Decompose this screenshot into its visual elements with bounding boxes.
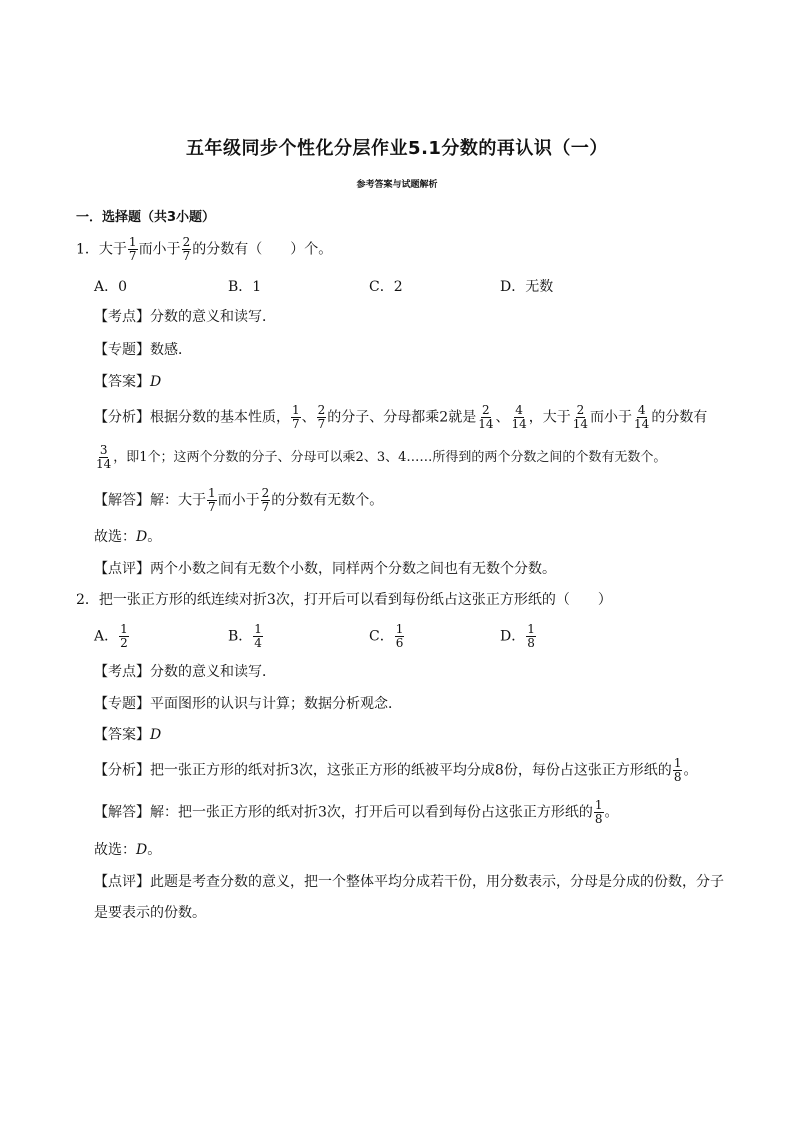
q2-comment-cont: 是要表示的份数。 <box>94 905 206 921</box>
fraction: $\frac{2}{14}$ <box>478 403 494 431</box>
fraction: $\frac{4}{14}$ <box>511 403 527 431</box>
q1-choice: 故选：D。 <box>94 529 162 545</box>
q1-option-a: A．0 <box>94 279 128 295</box>
q2-option-b: B． $\frac{1}{4}$ <box>228 622 262 650</box>
fraction: $\frac{1}{7}$ <box>292 403 300 431</box>
fraction: $\frac{2}{7}$ <box>182 235 191 263</box>
q2-option-c: C． $\frac{1}{6}$ <box>369 622 404 650</box>
q2-kaodian: 【考点】分数的意义和读写． <box>94 664 276 680</box>
q1-analysis: 【分析】根据分数的基本性质， $\frac{1}{7}$ 、 $\frac{2}{7}$ 的分子、分母都乘2就是 $\frac{2}{14}$ 、 $\frac{4}{14}$ ，大于 $\frac{2}{14}$ 而小于 $\frac{4}{14}$ 的分数有 <box>94 403 708 431</box>
q2-option-d: D． $\frac{1}{8}$ <box>500 622 535 650</box>
q1-stem: 1．大于 $\frac{1}{7}$ 而小于 $\frac{2}{7}$ 的分数有（ ）个。 <box>76 235 333 263</box>
q2-choice: 故选：D。 <box>94 842 162 858</box>
q2-solution: 【解答】解：把一张正方形的纸对折3次，打开后可以看到每份占这张正方形纸的 $\frac{1}{8}$ 。 <box>94 798 619 826</box>
q2-comment: 【点评】此题是考查分数的意义，把一个整体平均分成若干份，用分数表示，分母是分成的份数，分子 <box>94 874 724 890</box>
q1-option-c: C．2 <box>369 279 403 295</box>
q2-zhuanti: 【专题】平面图形的认识与计算；数据分析观念． <box>94 696 402 712</box>
fraction: $\frac{1}{6}$ <box>395 622 404 650</box>
fraction: $\frac{2}{7}$ <box>261 486 270 514</box>
page-subtitle: 参考答案与试题解析 <box>356 180 438 190</box>
fraction: $\frac{1}{8}$ <box>673 756 682 784</box>
fraction: $\frac{1}{2}$ <box>120 622 128 650</box>
q1-kaodian: 【考点】分数的意义和读写． <box>94 309 276 325</box>
q2-answer: 【答案】D <box>94 727 162 743</box>
q1-analysis-cont: $\frac{3}{14}$ ，即1个；这两个分数的分子、分母可以乘2、3、4……所得到的两个分数之间的个数有无数个。 <box>96 443 667 471</box>
fraction: $\frac{2}{7}$ <box>317 403 326 431</box>
fraction: $\frac{4}{14}$ <box>634 403 650 431</box>
q1-solution: 【解答】解：大于 $\frac{1}{7}$ 而小于 $\frac{2}{7}$ 的分数有无数个。 <box>94 486 384 514</box>
section-heading: 一．选择题（共3小题） <box>76 210 216 225</box>
fraction: $\frac{1}{4}$ <box>254 622 262 650</box>
q2-analysis: 【分析】把一张正方形的纸对折3次，这张正方形的纸被平均分成8份，每份占这张正方形纸的 $\frac{1}{8}$ 。 <box>94 756 698 784</box>
q1-zhuanti: 【专题】数感． <box>94 342 192 358</box>
fraction: $\frac{1}{8}$ <box>594 798 603 826</box>
q1-option-d: D．无数 <box>500 279 554 295</box>
q1-answer: 【答案】D <box>94 374 162 390</box>
fraction: $\frac{1}{7}$ <box>128 235 137 263</box>
fraction: $\frac{1}{7}$ <box>208 486 216 514</box>
fraction: $\frac{1}{8}$ <box>527 622 535 650</box>
q1-option-b: B．1 <box>228 279 262 295</box>
fraction: $\frac{2}{14}$ <box>572 403 589 431</box>
q1-comment: 【点评】两个小数之间有无数个小数，同样两个分数之间也有无数个分数。 <box>94 561 556 577</box>
q2-option-a: A． $\frac{1}{2}$ <box>94 622 128 650</box>
page-title: 五年级同步个性化分层作业5.1分数的再认识（一） <box>186 138 608 159</box>
q2-stem: 2．把一张正方形的纸连续对折3次，打开后可以看到每份纸占这张正方形纸的（ ） <box>76 592 612 608</box>
fraction: $\frac{3}{14}$ <box>96 443 112 471</box>
